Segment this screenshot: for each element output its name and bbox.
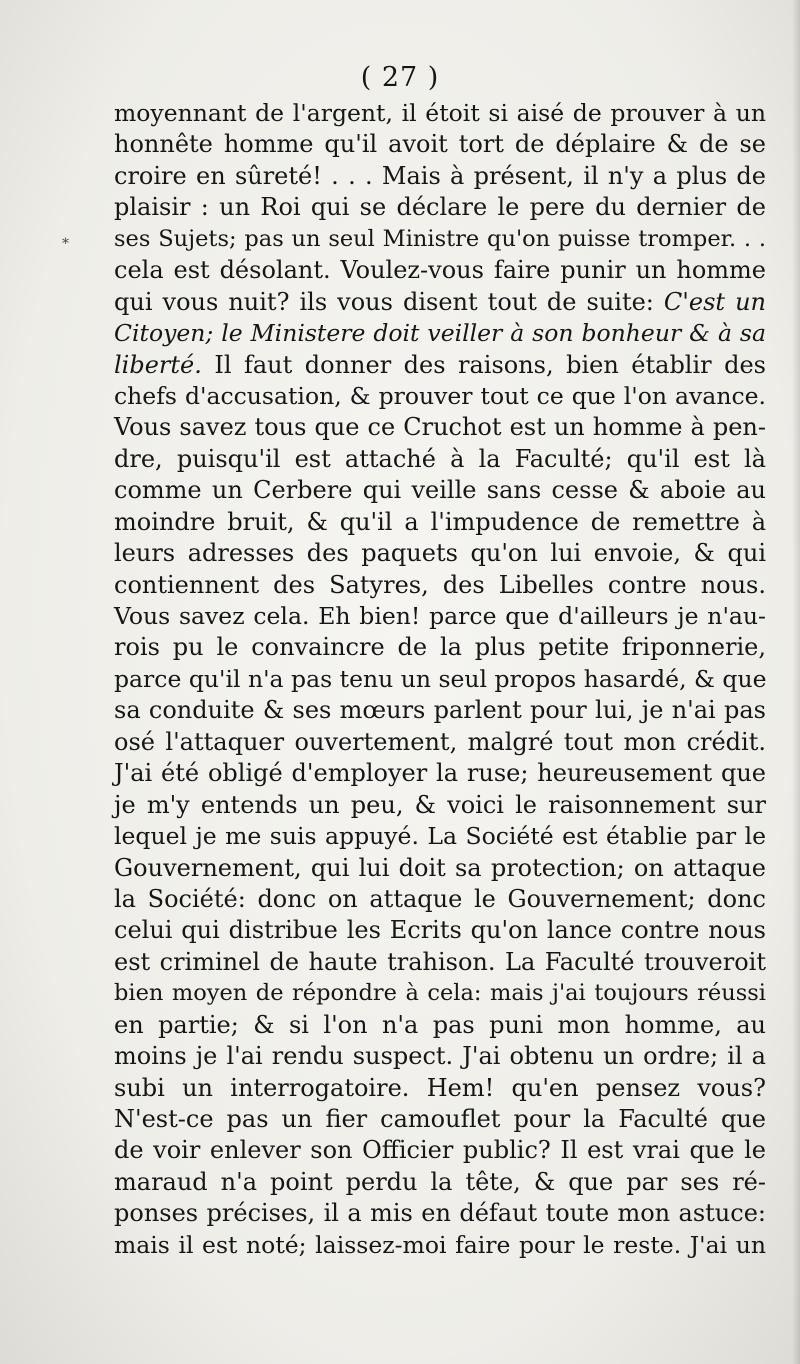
text-line-mixed [114,287,766,318]
text-line: Vous savez tous que ce Cruchot est un homme à pen- [114,413,766,442]
text-line: N'est-ce pas un fier camouflet pour la Faculté que [114,1105,766,1133]
text-line: de voir enlever son Officier public? Il est vrai que le [114,1136,766,1165]
page-edge-shadow [792,0,800,1364]
text-line: moyennant de l'argent, il étoit si aisé de prouver à un [114,99,766,127]
text-line: J'ai été obligé d'employer la ruse; heureusement que [114,759,766,788]
text-line: leurs adresses des paquets qu'on lui envoie, & qui [114,539,766,568]
text-line: lequel je me suis appuyé. La Société est établie par le [114,822,766,851]
text-italic: liberté. [114,350,202,379]
text-line-mixed [114,350,766,381]
text-line: chefs d'accusation, & prouver tout ce que l'on avance. [114,381,766,410]
text-line-italic: Citoyen; le Ministere doit veiller à son bonheur & à sa [114,319,766,348]
text-line: moindre bruit, & qu'il a l'impudence de remettre à [114,507,766,536]
text-line: en partie; & si l'on n'a pas puni mon homme, au [114,1010,766,1039]
text-line: contiennent des Satyres, des Libelles contre nous. [114,570,766,599]
text-line: Gouvernement, qui lui doit sa protection; on attaque [114,853,766,882]
text-line: rois pu le convaincre de la plus petite friponnerie, [114,633,766,662]
text-line: bien moyen de répondre à cela: mais j'ai toujours réussi [114,980,766,1007]
text-line: moins je l'ai rendu suspect. J'ai obtenu un ordre; il a [114,1042,766,1071]
text-line: dre, puisqu'il est attaché à la Faculté; qu'il est là [114,444,766,473]
text-line: subi un interrogatoire. Hem! qu'en pensez vous? [114,1073,766,1102]
text-line: plaisir : un Roi qui se déclare le pere du dernier de [114,193,766,222]
text-line: ses Sujets; pas un seul Ministre qu'on puisse tromper. . . [114,225,766,252]
text-line: est criminel de haute trahison. La Faculté trouveroit [114,947,766,976]
text-line: celui qui distribue les Ecrits qu'on lance contre nous [114,916,766,945]
page-number: ( 27 ) [360,62,440,93]
text-line: parce qu'il n'a pas tenu un seul propos hasardé, & que [114,664,767,693]
text-line: croire en sûreté! . . . Mais à présent, il n'y a plus de [114,161,766,190]
text-line: mais il est noté; laissez-moi faire pour le reste. J'ai un [114,1230,766,1259]
text-line: maraud n'a point perdu la tête, & que par ses ré- [114,1167,766,1196]
text-line: sa conduite & ses mœurs parlent pour lui, je n'ai pas [114,696,766,725]
text-line: la Société: donc on attaque le Gouvernement; donc [114,884,766,913]
text-line: ponses précises, il a mis en défaut toute mon astuce: [114,1199,766,1228]
margin-mark: * [62,236,69,252]
text-roman: Il faut donner des raisons, bien établir des [201,350,766,379]
text-line: osé l'attaquer ouvertement, malgré tout mon crédit. [114,727,766,756]
text-roman: qui vous nuit? ils vous disent tout de suite: [114,287,664,316]
text-line: comme un Cerbere qui veille sans cesse & aboie au [114,476,766,505]
text-line: Vous savez cela. Eh bien! parce que d'ailleurs je n'au- [114,602,766,630]
text-line: cela est désolant. Voulez-vous faire punir un homme [114,256,766,285]
text-italic: C'est un [663,287,766,316]
text-line: je m'y entends un peu, & voici le raisonnement sur [114,790,766,819]
text-line: honnête homme qu'il avoit tort de déplaire & de se [114,130,766,159]
body-text [114,98,766,1261]
